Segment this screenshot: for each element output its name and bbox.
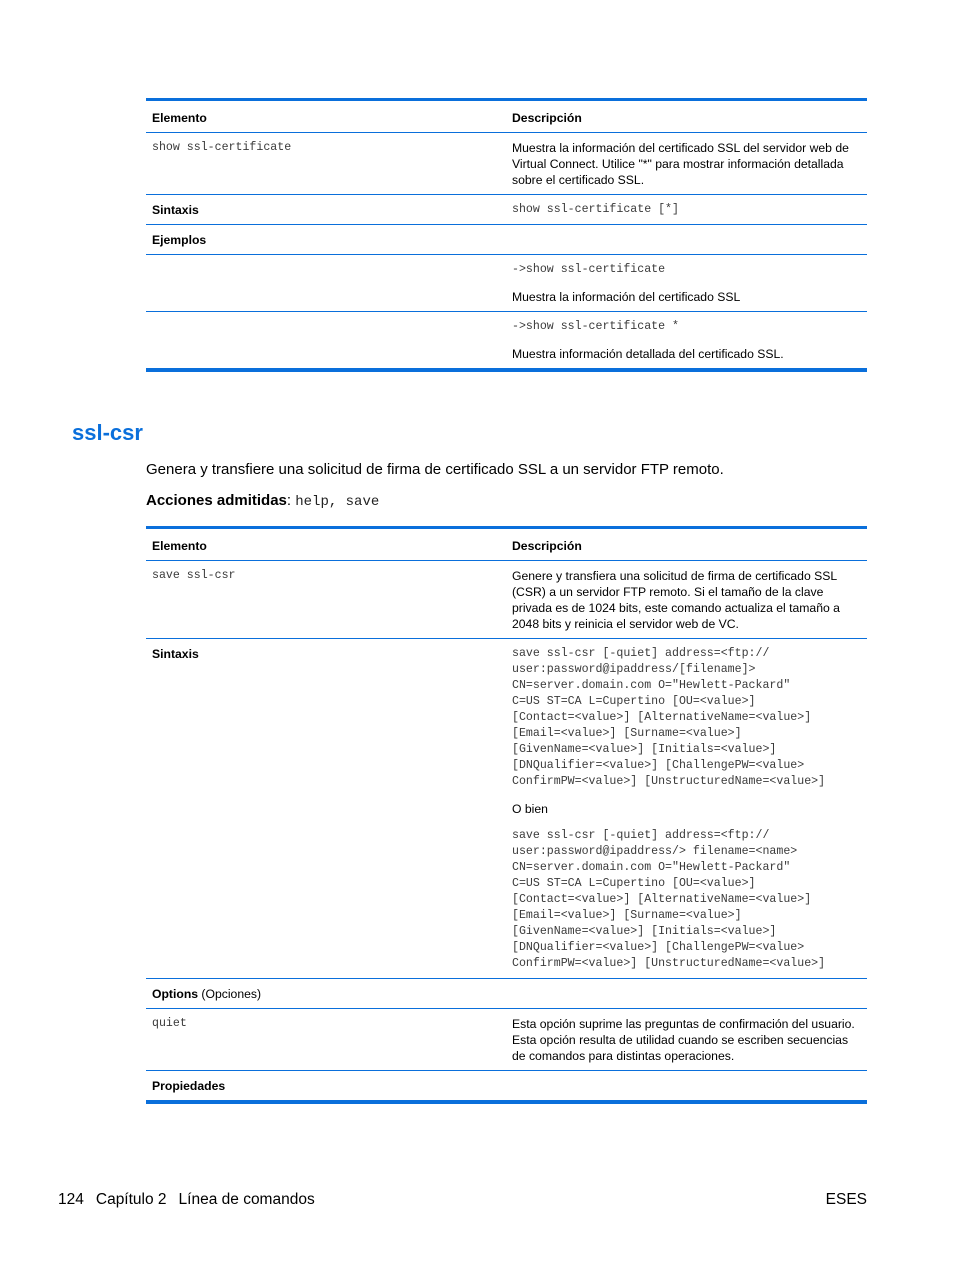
options-label-extra: (Opciones) bbox=[198, 987, 262, 1001]
table-row bbox=[146, 979, 867, 1009]
table-row bbox=[146, 1071, 867, 1103]
chapter-label: Capítulo 2 bbox=[95, 1191, 167, 1208]
syntax-or: O bien bbox=[512, 802, 548, 816]
table-header-row bbox=[146, 528, 867, 561]
options-label-cell bbox=[146, 979, 506, 1009]
footer-language: ESES bbox=[825, 1191, 867, 1208]
column-header-description: Descripción bbox=[506, 100, 867, 133]
column-header-description: Descripción bbox=[506, 528, 867, 561]
syntax-code-alt: save ssl-csr [-quiet] address=<ftp:// user:password@ipaddress/> filename=<name> CN=server.domain.com O="Hewlett-Packard" C=US ST=CA L=Cupertino [OU=<value>] [Contact=<value>] [AlternativeName=<value>] [Email=<value>] [Surname=<value>] [GivenName=<value>] [Initials=<value>] [DNQualifier=<value>] [ChallengePW=<value> ConfirmPW=<value>] [UnstructuredName=<value>] bbox=[512, 829, 826, 970]
table-row bbox=[146, 561, 867, 639]
empty-cell bbox=[506, 1071, 867, 1103]
table-row bbox=[146, 133, 867, 195]
page-number: 124 bbox=[58, 1191, 84, 1208]
section-title: ssl-csr bbox=[72, 420, 143, 445]
page-footer bbox=[58, 1191, 315, 1209]
command-name: save ssl-csr bbox=[146, 561, 506, 639]
actions-value: help, save bbox=[295, 494, 380, 510]
syntax-value: show ssl-certificate [*] bbox=[506, 195, 867, 225]
empty-cell bbox=[146, 312, 506, 371]
actions-separator: : bbox=[286, 492, 296, 509]
example-description: Muestra la información del certificado SSL bbox=[512, 290, 741, 304]
section-intro: Genera y transfiere una solicitud de firma de certificado SSL a un servidor FTP remoto. bbox=[146, 461, 724, 478]
command-description: Muestra la información del certificado SSL del servidor web de Virtual Connect. Utilice "*" para mostrar información detallada sobre el certificado SSL. bbox=[506, 133, 867, 195]
example-cell bbox=[506, 255, 867, 312]
chapter-title: Línea de comandos bbox=[178, 1191, 315, 1208]
command-name: show ssl-certificate bbox=[146, 133, 506, 195]
actions-label: Acciones admitidas bbox=[146, 492, 287, 509]
syntax-label: Sintaxis bbox=[146, 639, 506, 979]
example-code: ->show ssl-certificate * bbox=[512, 320, 679, 333]
table-row bbox=[146, 255, 867, 312]
example-description: Muestra información detallada del certificado SSL. bbox=[512, 347, 784, 361]
ssl-csr-table bbox=[146, 526, 867, 1104]
syntax-label: Sintaxis bbox=[146, 195, 506, 225]
example-cell bbox=[506, 312, 867, 371]
table-row bbox=[146, 312, 867, 371]
option-name: quiet bbox=[146, 1009, 506, 1071]
table-row bbox=[146, 1009, 867, 1071]
table-row bbox=[146, 639, 867, 979]
example-code: ->show ssl-certificate bbox=[512, 263, 666, 276]
empty-cell bbox=[506, 225, 867, 255]
table-row bbox=[146, 195, 867, 225]
certificate-table bbox=[146, 98, 867, 372]
table-header-row bbox=[146, 100, 867, 133]
column-header-element: Elemento bbox=[146, 100, 506, 133]
syntax-code: save ssl-csr [-quiet] address=<ftp:// user:password@ipaddress/[filename]> CN=server.domain.com O="Hewlett-Packard" C=US ST=CA L=Cupertino [OU=<value>] [Contact=<value>] [AlternativeName=<value>] [Email=<value>] [Surname=<value>] [GivenName=<value>] [Initials=<value>] [DNQualifier=<value>] [ChallengePW=<value> ConfirmPW=<value>] [UnstructuredName=<value>] bbox=[512, 647, 826, 788]
column-header-element: Elemento bbox=[146, 528, 506, 561]
table-row bbox=[146, 225, 867, 255]
examples-label: Ejemplos bbox=[146, 225, 506, 255]
command-description: Genere y transfiera una solicitud de firma de certificado SSL (CSR) a un servidor FTP remoto. Si el tamaño de la clave privada es de 1024 bits, este comando actualiza el tamaño a 2048 bits y reinicia el servidor web de VC. bbox=[506, 561, 867, 639]
option-description: Esta opción suprime las preguntas de confirmación del usuario. Esta opción resulta de utilidad cuando se escriben secuencias de comandos para distintas operaciones. bbox=[506, 1009, 867, 1071]
properties-label: Propiedades bbox=[146, 1071, 506, 1103]
empty-cell bbox=[146, 255, 506, 312]
supported-actions bbox=[146, 492, 379, 510]
syntax-cell bbox=[506, 639, 867, 979]
options-label: Options bbox=[152, 987, 199, 1001]
empty-cell bbox=[506, 979, 867, 1009]
